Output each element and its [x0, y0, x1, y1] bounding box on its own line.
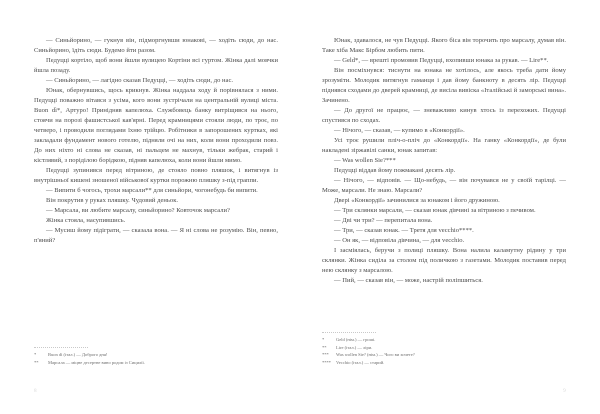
footnote-marker: * — [34, 352, 37, 358]
footnote-text: Vecchio (італ.) — старий. — [336, 360, 385, 366]
paragraph: — Was wollen Sie?*** — [334, 157, 396, 165]
footnote-text: Geld (нім.) — гроші. — [336, 336, 376, 342]
footnote-separator-rule — [34, 347, 88, 348]
footnote-item — [322, 337, 566, 344]
paragraph: — Нічого, — відповів. — Що-небудь, — він почувався не у своїй тарілці. — Може, марсали. Не знаю. Марсали? — [322, 177, 566, 195]
paragraph: — Три склянки марсали, — сказав юнак дівчині за вітриною з печивом. — [334, 207, 536, 215]
paragraph: — Он як, — відповіла дівчина, — для vecchio. — [334, 237, 465, 245]
paragraph: — Синьйорино, — гукнув він, підморгнувши юнакові, — ходіть сюди, до нас. Синьйорино, їдіть сюди. Будемо йти разом. — [34, 37, 278, 55]
left-page-body — [34, 36, 278, 246]
paragraph: — Дві чи три? — перепитала вона. — [334, 217, 433, 225]
footnote-text: Марсала — міцне десертне вино родом із Сицилії. — [48, 360, 145, 366]
footnote-item — [322, 360, 566, 367]
paragraph: — Geld*, — врешті промовив Педуцці, вхопивши юнака за рукав. — Lire**. — [334, 57, 549, 65]
page-number: 8 — [34, 388, 37, 394]
paragraph: Педуцці віддав йому пожмакані десять лір. — [334, 167, 456, 175]
footnote-item — [34, 352, 278, 359]
paragraph: — Синьйорино, — лагідно сказав Педуцці, — ходіть сюди, до нас. — [46, 77, 234, 85]
footnote-marker: *** — [322, 352, 329, 358]
footnote-text: Lire (італ.) — ліри. — [336, 344, 373, 350]
footnote-separator-rule — [322, 332, 376, 333]
right-page — [300, 0, 600, 414]
paragraph: Він покрутив у руках пляшку. Чудовий деньок. — [46, 197, 179, 205]
paragraph: Двері «Конкордії» зачинилися за юнаком і його дружиною. — [334, 197, 500, 205]
paragraph: Педуцці зупинився перед вітриною, де стояло повно пляшок, і витягнув із внутрішньої кишені зношеної військової куртки порожню пляшку з-під граппи. — [34, 167, 278, 185]
left-page-footnotes — [34, 347, 278, 368]
footnote-marker: ** — [34, 360, 39, 366]
paragraph: — До другої не працює, — зневажливо кинув хтось із перехожих. Педуцці спустився по сходах. — [322, 107, 566, 125]
footnote-item — [322, 345, 566, 352]
footnote-marker: ** — [322, 344, 327, 350]
footnote-item — [322, 352, 566, 359]
paragraph: — Мусиш йому підіграти, — сказала вона. — Я ні слова не розумію. Він, певно, п'яний? — [34, 227, 278, 245]
right-page-footnotes — [322, 332, 566, 368]
page-number: 9 — [563, 388, 566, 394]
paragraph: Він посміхнувся: тиснути на юнака не хотілось, але якось треба дати йому зрозуміти. Молодик витягнув гаманця і дав йому банкноту в десять лір. Педуцці піднявся сходами до дверей крамниці, де висіла вивіска «Італійські й заморські вина». Зачинено. — [322, 67, 566, 105]
paragraph: Жінка стояла, насупившись. — [46, 217, 126, 225]
footnote-text: Was wollen Sie? (нім.) — Чого ви хочете? — [336, 352, 415, 358]
paragraph: — Марсала, ви любите марсалу, синьйорино? Ковточок марсали? — [46, 207, 230, 215]
footnote-text: Buon dì (італ.) — Доброго дня! — [48, 352, 108, 358]
footnote-item — [34, 360, 278, 367]
paragraph: Педуцці кортіло, щоб вони йшли вулицею Кортіни всі гуртом. Жінка далі мовчки йшла позаду. — [34, 57, 278, 75]
paragraph: — Нічого, — сказав, — купимо в «Конкордії». — [334, 127, 465, 135]
footnote-marker: * — [322, 336, 325, 342]
right-page-body — [322, 36, 566, 286]
paragraph: Юнак, здавалося, не чув Педуцці. Якого біса він торочить про марсалу, думав він. Таке хіба Макс Бірбом любить пити. — [322, 37, 566, 55]
footnote-marker: **** — [322, 360, 331, 366]
paragraph: — Випити б чогось, трохи марсали** для синьйори, чогонебудь би випити. — [46, 187, 258, 195]
paragraph: — Пий, — сказав він, — може, настрій поліпшиться. — [334, 277, 483, 285]
paragraph: Усі троє рушили пліч-о-пліч до «Конкордії». На ганку «Конкордії», де були накладені зіржавілі санки, юнак запитав: — [322, 137, 566, 155]
paragraph: — Три, — сказав юнак. — Третя для vecchio****. — [334, 227, 474, 235]
paragraph: І засміялась, беручи з полиці пляшку. Вона налила каламутну рідину у три склянки. Жінка сиділа за столом під поличкою з газетами. Молодик поставив перед нею склянку з марсалою. — [322, 247, 566, 275]
paragraph: Юнак, обернувшись, щось крикнув. Жінка наддала ходу й порівнялася з ними. Педуцці поважно вітався з усіма, кого вони зустрічали на центральній вулиці міста. Buon dì*, Артуро! Принідняв капелюха. Службовець банку витріщився на нього, стоячи на порозі фашистської кав'ярні. Перед крамницями стояли люди, по троє, по четверо, і проводили поглядами їхню трійцю. Робітники в запорошених куртках, які закладали фундамент нового готелю, підняли очі на них, коли вони проходили повз. До них ніхто ні слова не сказав, ні пальцем не махнув, тільки жебрак, старий і кістлявий, з поріділою борідкою, підняв капелюха, коли вони йшли мимо. — [34, 87, 278, 165]
